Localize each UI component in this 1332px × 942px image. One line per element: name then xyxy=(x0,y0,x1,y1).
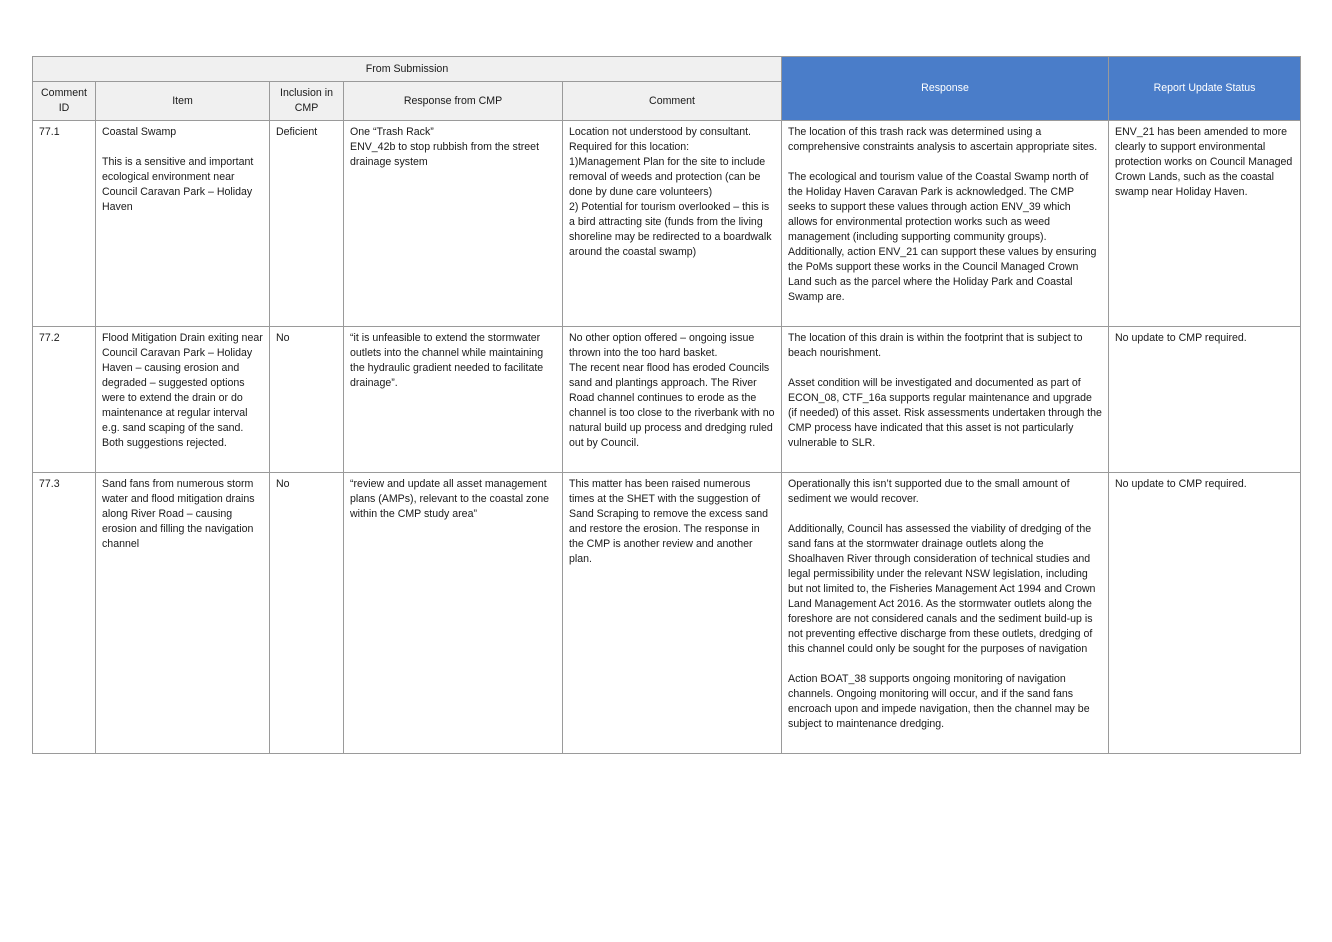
comment-header: Comment xyxy=(563,82,782,121)
item-text: Flood Mitigation Drain exiting near Council Caravan Park – Holiday Haven – causing erosion and degraded – suggested options were to extend the drain or do maintenance at regular interval e.g. sand scaping of the sand. Both suggestions rejected. xyxy=(102,332,263,449)
item-cell xyxy=(96,327,270,473)
response-from-cmp-cell xyxy=(344,473,563,754)
inclusion-cell: No xyxy=(270,473,344,754)
response-from-cmp-cell xyxy=(344,327,563,473)
comment-id-cell: 77.2 xyxy=(33,327,96,473)
comment-cell xyxy=(563,473,782,754)
response-from-cmp-cell xyxy=(344,121,563,327)
status-cell xyxy=(1109,327,1301,473)
response-from-cmp-text: One “Trash Rack” ENV_42b to stop rubbish from the street drainage system xyxy=(350,126,540,168)
table-row xyxy=(33,121,1301,327)
response-from-cmp-text: “review and update all asset management plans (AMPs), relevant to the coastal zone within the CMP study area” xyxy=(350,478,550,520)
response-header: Response xyxy=(782,57,1109,121)
comment-text: Location not understood by consultant. Required for this location: 1)Management Plan for the site to include removal of weeds and protection (can be done by dune care volunteers) 2) Potential for tourism overlooked – this is a bird attracting site (funds from the living shoreline may be redirected to a boardwalk around the coastal swamp) xyxy=(569,126,772,258)
item-header: Item xyxy=(96,82,270,121)
status-text: ENV_21 has been amended to more clearly to support environmental protection works on Council Managed Crown Lands, such as the coastal swamp near Holiday Haven. xyxy=(1115,126,1293,198)
response-cell xyxy=(782,473,1109,754)
comment-id-cell: 77.3 xyxy=(33,473,96,754)
item-cell xyxy=(96,473,270,754)
comment-id-header: Comment ID xyxy=(33,82,96,121)
response-from-cmp-header: Response from CMP xyxy=(344,82,563,121)
response-text: The location of this trash rack was determined using a comprehensive constraints analysis to ascertain appropriate sites. The ecological and tourism value of the Coastal Swamp north of the Holiday Haven Caravan Park is acknowledged. The CMP seeks to support these values through action ENV_39 which allows for environmental protection works such as weed management (including supporting community groups). Additionally, action ENV_21 can support these values by ensuring the PoMs support these works in the Council Managed Crown Land such as the parcel where the Holiday Park and Coastal Swamp are. xyxy=(788,126,1098,303)
report-update-status-header: Report Update Status xyxy=(1109,57,1301,121)
comment-text: This matter has been raised numerous times at the SHET with the suggestion of Sand Scraping to remove the excess sand and restore the erosion. The response in the CMP is another review and another plan. xyxy=(569,478,769,565)
comment-cell xyxy=(563,121,782,327)
status-text: No update to CMP required. xyxy=(1115,478,1247,490)
response-cell xyxy=(782,121,1109,327)
inclusion-header: Inclusion in CMP xyxy=(270,82,344,121)
status-cell xyxy=(1109,473,1301,754)
item-text: Sand fans from numerous storm water and flood mitigation drains along River Road – causing erosion and filling the navigation channel xyxy=(102,478,255,550)
comment-id-cell: 77.1 xyxy=(33,121,96,327)
inclusion-cell: Deficient xyxy=(270,121,344,327)
status-cell xyxy=(1109,121,1301,327)
comment-text: No other option offered – ongoing issue thrown into the too hard basket. The recent near flood has eroded Councils sand and plantings approach. The River Road channel continues to erode as the channel is too close to the riverbank with no natural build up process and dredging ruled out by Council. xyxy=(569,332,775,449)
comment-cell xyxy=(563,327,782,473)
response-text: The location of this drain is within the footprint that is subject to beach nourishment. Asset condition will be investigated and documented as part of ECON_08, CTF_16a supports regular maintenance and upgrade (if needed) of this asset. Risk assessments undertaken through the CMP process have indicated that this asset is not particularly vulnerable to SLR. xyxy=(788,332,1102,449)
submissions-table xyxy=(32,56,1301,754)
status-text: No update to CMP required. xyxy=(1115,332,1247,344)
inclusion-cell: No xyxy=(270,327,344,473)
item-cell xyxy=(96,121,270,327)
item-text: Coastal Swamp This is a sensitive and important ecological environment near Council Caravan Park – Holiday Haven xyxy=(102,126,254,213)
table-row xyxy=(33,473,1301,754)
from-submission-header: From Submission xyxy=(33,57,782,82)
table-row xyxy=(33,327,1301,473)
response-from-cmp-text: “it is unfeasible to extend the stormwater outlets into the channel while maintaining the hydraulic gradient needed to facilitate drainage”. xyxy=(350,332,544,389)
response-cell xyxy=(782,327,1109,473)
response-text: Operationally this isn’t supported due to the small amount of sediment we would recover. Additionally, Council has assessed the viability of dredging of the sand fans at the stormwater drainage outlets along the Shoalhaven River through consideration of technical studies and legal permissibility under the relevant NSW legislation, including but not limited to, the Fisheries Management Act 1994 and Crown Land Management Act 2016. As the stormwater outlets along the foreshore are not considered canals and the sediment build-up is not preventing effective discharge from these outlets, dredging of this channel could only be sought for the purposes of navigation Action BOAT_38 supports ongoing monitoring of navigation channels. Ongoing monitoring will occur, and if the sand fans encroach upon and impede navigation, then the channel may be subject to maintenance dredging. xyxy=(788,478,1096,730)
